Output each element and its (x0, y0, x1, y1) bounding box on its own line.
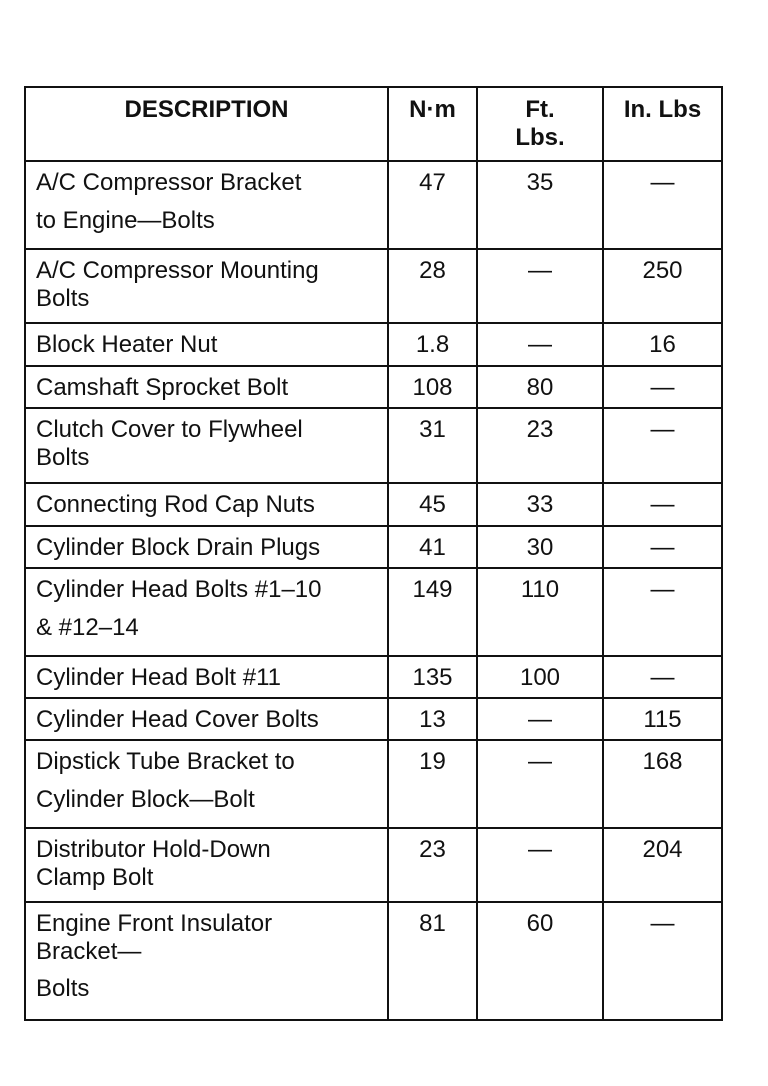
header-ft-lbs-text: Ft. Lbs. (515, 96, 565, 151)
ft-lbs-value: — (477, 323, 603, 366)
nm-value: 108 (388, 366, 477, 408)
nm-value: 19 (388, 740, 477, 828)
description-line: Bracket— (36, 937, 142, 965)
row-description (25, 483, 388, 526)
row-description (25, 740, 388, 828)
ft-lbs-value: — (477, 828, 603, 902)
table-row (25, 366, 722, 408)
in-lbs-value: — (603, 526, 722, 568)
description-line: Cylinder Head Cover Bolts (36, 706, 319, 733)
description-line: Block Heater Nut (36, 331, 218, 358)
description-line: Distributor Hold-Down (36, 836, 271, 863)
row-description (25, 698, 388, 740)
description-line: Clamp Bolt (36, 863, 154, 891)
ft-lbs-value: 35 (477, 161, 603, 249)
ft-lbs-value: — (477, 740, 603, 828)
row-description (25, 161, 388, 249)
torque-spec-table (24, 86, 723, 1021)
row-description (25, 526, 388, 568)
header-in-lbs: In. Lbs (603, 87, 722, 161)
header-nm: N·m (388, 87, 477, 161)
nm-value: 47 (388, 161, 477, 249)
table-row (25, 828, 722, 902)
ft-lbs-value: 33 (477, 483, 603, 526)
in-lbs-value: 115 (603, 698, 722, 740)
table-row (25, 323, 722, 366)
description-line: Cylinder Block—Bolt (36, 785, 255, 813)
in-lbs-value: — (603, 408, 722, 483)
description-line: & #12–14 (36, 613, 139, 641)
in-lbs-value: 250 (603, 249, 722, 323)
nm-value: 149 (388, 568, 477, 656)
nm-value: 45 (388, 483, 477, 526)
description-line: Clutch Cover to Flywheel (36, 416, 303, 443)
table-row (25, 408, 722, 483)
ft-lbs-value: — (477, 698, 603, 740)
nm-value: 81 (388, 902, 477, 1020)
nm-value: 135 (388, 656, 477, 698)
table-row (25, 568, 722, 656)
in-lbs-value: 168 (603, 740, 722, 828)
row-description (25, 828, 388, 902)
in-lbs-value: — (603, 366, 722, 408)
ft-lbs-value: 60 (477, 902, 603, 1020)
header-ft-lbs (477, 87, 603, 161)
table-row (25, 902, 722, 1020)
description-line: Camshaft Sprocket Bolt (36, 374, 289, 401)
in-lbs-value: — (603, 902, 722, 1020)
in-lbs-value: — (603, 568, 722, 656)
ft-lbs-value: 30 (477, 526, 603, 568)
row-description (25, 408, 388, 483)
table-row (25, 526, 722, 568)
table-row (25, 161, 722, 249)
table-row (25, 740, 722, 828)
in-lbs-value: 16 (603, 323, 722, 366)
description-line: A/C Compressor Mounting (36, 257, 319, 284)
ft-lbs-value: 110 (477, 568, 603, 656)
ft-lbs-value: 100 (477, 656, 603, 698)
row-description (25, 366, 388, 408)
in-lbs-value: — (603, 161, 722, 249)
table-row (25, 249, 722, 323)
row-description (25, 656, 388, 698)
ft-lbs-value: 23 (477, 408, 603, 483)
description-line: Dipstick Tube Bracket to (36, 748, 295, 775)
description-line: Engine Front Insulator (36, 910, 273, 937)
description-line: Bolts (36, 284, 90, 312)
description-line: Cylinder Block Drain Plugs (36, 534, 321, 561)
table-row (25, 698, 722, 740)
description-line: to Engine—Bolts (36, 206, 215, 234)
ft-lbs-value: 80 (477, 366, 603, 408)
description-line: Connecting Rod Cap Nuts (36, 491, 315, 518)
nm-value: 31 (388, 408, 477, 483)
header-row (25, 87, 722, 161)
nm-value: 1.8 (388, 323, 477, 366)
row-description (25, 323, 388, 366)
nm-value: 23 (388, 828, 477, 902)
row-description (25, 249, 388, 323)
ft-lbs-value: — (477, 249, 603, 323)
nm-value: 13 (388, 698, 477, 740)
in-lbs-value: — (603, 656, 722, 698)
row-description (25, 568, 388, 656)
row-description (25, 902, 388, 1020)
description-line: Cylinder Head Bolt #11 (36, 664, 282, 691)
header-description: DESCRIPTION (25, 87, 388, 161)
description-line: Cylinder Head Bolts #1–10 (36, 576, 322, 603)
table-row (25, 483, 722, 526)
table-row (25, 656, 722, 698)
description-line: Bolts (36, 443, 90, 471)
nm-value: 28 (388, 249, 477, 323)
description-line: Bolts (36, 975, 90, 1003)
in-lbs-value: 204 (603, 828, 722, 902)
description-line: A/C Compressor Bracket (36, 169, 302, 196)
in-lbs-value: — (603, 483, 722, 526)
nm-value: 41 (388, 526, 477, 568)
